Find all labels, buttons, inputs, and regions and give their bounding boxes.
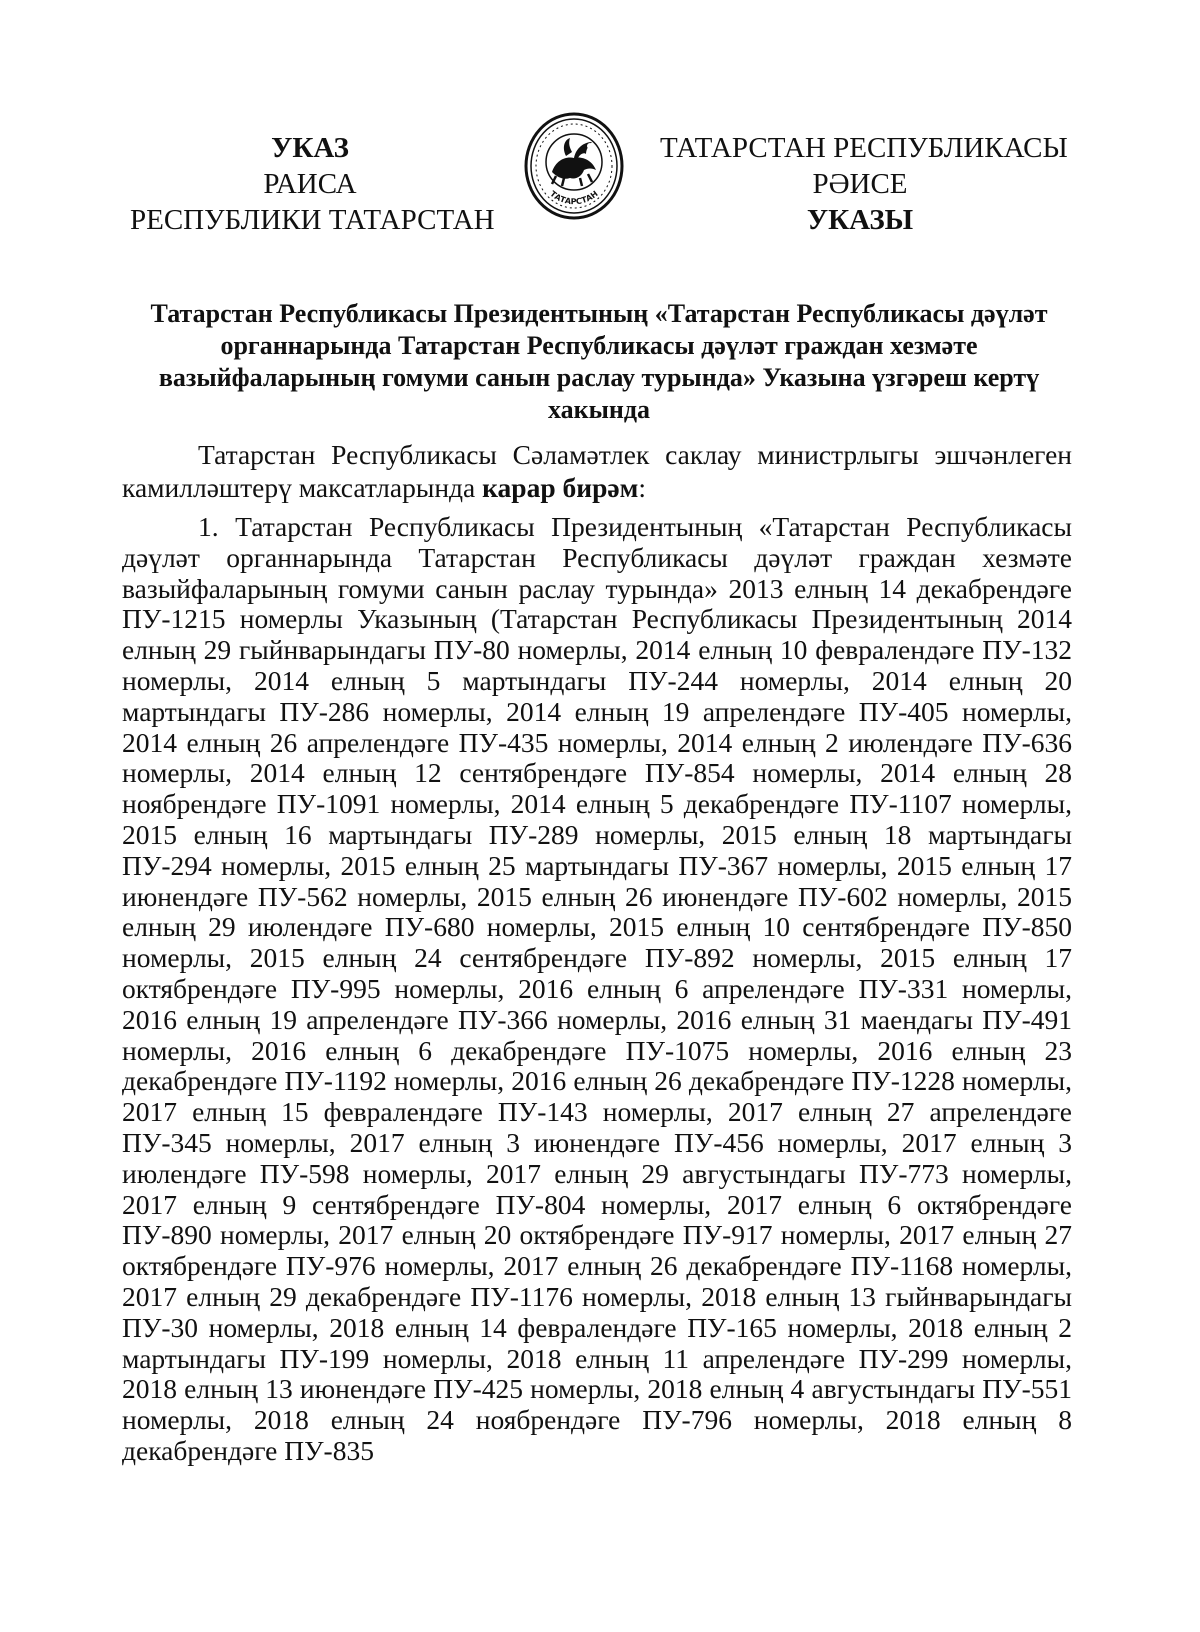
header-left-line-3: РЕСПУБЛИКИ ТАТАРСТАН (130, 204, 495, 236)
header-left-block (130, 130, 495, 238)
document-title: Татарстан Республикасы Президентының «Татарстан Республикасы дәүләт органнарында Татарстан Республикасы дәүләт граждан хезмәте вазыйфаларының гомуми санын раслау турында» Указына үзгәреш кертү хакында (150, 299, 1048, 424)
header-right-block (660, 130, 1068, 238)
header-right-line-2: РӘИСЕ (812, 168, 908, 200)
header-right-line-3: УКАЗЫ (806, 204, 914, 236)
header-left-line-1: УКАЗ (271, 132, 349, 164)
svg-text:ТАТАРСТАН (548, 189, 599, 206)
intro-text: Татарстан Республикасы Сәламәтлек саклау министрлыгы эшчәнлеген камилләштерү максатларында (122, 439, 1072, 503)
emblem-ring-text: ТАТАРСТАН (548, 189, 600, 207)
intro-suffix: : (638, 472, 646, 503)
header-right-line-1: ТАТАРСТАН РЕСПУБЛИКАСЫ (660, 132, 1068, 164)
intro-emphasis: карар бирәм (482, 472, 639, 503)
intro-paragraph (122, 438, 1072, 504)
header-left-line-2: РАИСА (263, 168, 357, 200)
paragraph-1: 1. Татарстан Республикасы Президентының «Татарстан Республикасы дәүләт органнарында Татарстан Республикасы дәүләт граждан хезмәте вазыйфаларының гомуми санын раслау турында» 2013 елның 14 декабрендәге ПУ-1215 номерлы Указының (Татарстан Республикасы Президентының 2014 елның 29 гыйнварындагы ПУ-80 номерлы, 2014 елның 10 февралендәге ПУ-132 номерлы, 2014 елның 5 мартындагы ПУ-244 номерлы, 2014 елның 20 мартындагы ПУ-286 номерлы, 2014 елның 19 апрелендәге ПУ-405 номерлы, 2014 елның 26 апрелендәге ПУ-435 номерлы, 2014 елның 2 июлендәге ПУ-636 номерлы, 2014 елның 12 сентябрендәге ПУ-854 номерлы, 2014 елның 28 ноябрендәге ПУ-1091 номерлы, 2014 елның 5 декабрендәге ПУ-1107 номерлы, 2015 елның 16 мартындагы ПУ-289 номерлы, 2015 елның 18 мартындагы ПУ-294 номерлы, 2015 елның 25 мартындагы ПУ-367 номерлы, 2015 елның 17 июнендәге ПУ-562 номерлы, 2015 елның 26 июнендәге ПУ-602 номерлы, 2015 елның 29 июлендәге ПУ-680 номерлы, 2015 елның 10 сентябрендәге ПУ-850 номерлы, 2015 елның 24 сентябрендәге ПУ-892 номерлы, 2015 елның 17 октябрендәге ПУ-995 номерлы, 2016 елның 6 апрелендәге ПУ-331 номерлы, 2016 елның 19 апрелендәге ПУ-366 номерлы, 2016 елның 31 маендагы ПУ-491 номерлы, 2016 елның 6 декабрендәге ПУ-1075 номерлы, 2016 елның 23 декабрендәге ПУ-1192 номерлы, 2016 елның 26 декабрендәге ПУ-1228 номерлы, 2017 елның 15 февралендәге ПУ-143 номерлы, 2017 елның 27 апрелендәге ПУ-345 номерлы, 2017 елның 3 июнендәге ПУ-456 номерлы, 2017 елның 3 июлендәге ПУ-598 номерлы, 2017 елның 29 августындагы ПУ-773 номерлы, 2017 елның 9 сентябрендәге ПУ-804 номерлы, 2017 елның 6 октябрендәге ПУ-890 номерлы, 2017 елның 20 октябрендәге ПУ-917 номерлы, 2017 елның 27 октябрендәге ПУ-976 номерлы, 2017 елның 26 декабрендәге ПУ-1168 номерлы, 2017 елның 29 декабрендәге ПУ-1176 номерлы, 2018 елның 13 гыйнварындагы ПУ-30 номерлы, 2018 елның 14 февралендәге ПУ-165 номерлы, 2018 елның 2 мартындагы ПУ-199 номерлы, 2018 елның 11 апрелендәге ПУ-299 номерлы, 2018 елның 13 июнендәге ПУ-425 номерлы, 2018 елның 4 августындагы ПУ-551 номерлы, 2018 елның 24 ноябрендәге ПУ-796 номерлы, 2018 елның 8 декабрендәге ПУ-835 (122, 511, 1072, 1466)
coat-of-arms-icon (522, 110, 626, 222)
